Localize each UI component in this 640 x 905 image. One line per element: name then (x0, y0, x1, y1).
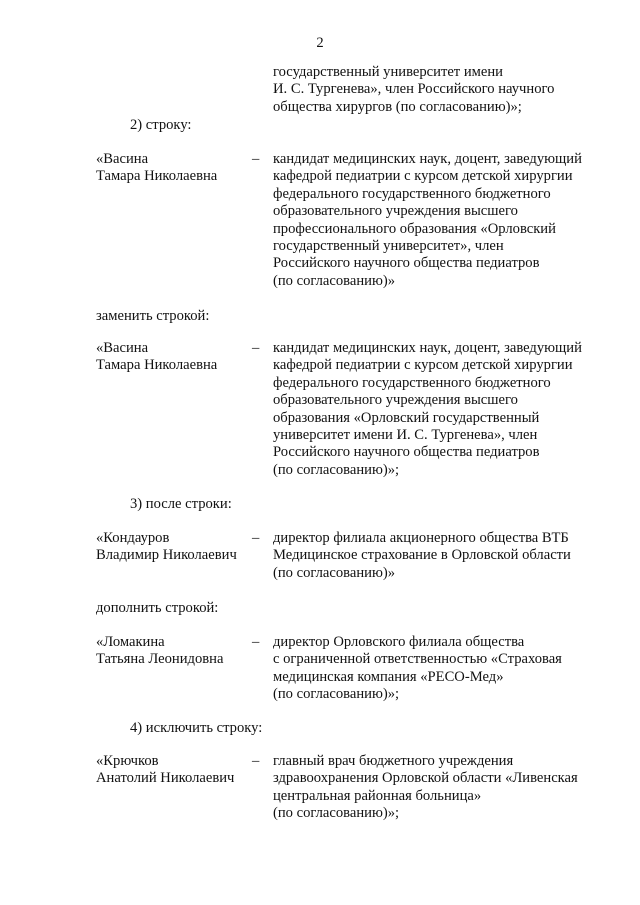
text-line: И. С. Тургенева», член Российского научного (273, 81, 555, 98)
step-3-heading: 3) после строки: (130, 496, 232, 512)
page-number: 2 (316, 35, 324, 51)
person-name (96, 340, 217, 375)
step-4-heading: 4) исключить строку: (130, 720, 263, 736)
desc-line: медицинская компания «РЕСО-Мед» (273, 668, 504, 685)
name-line: Татьяна Леонидовна (96, 651, 224, 668)
continuation-text (273, 64, 613, 116)
name-line: «Васина (96, 340, 149, 356)
desc-line: образования «Орловский государственный (273, 409, 540, 426)
desc-line: кафедрой педиатрии с курсом детской хирургии (273, 168, 573, 185)
dash: – (252, 530, 260, 546)
desc-line: (по согласованию)» (273, 272, 396, 289)
text-line: государственный университет имени (273, 64, 503, 80)
step-2-heading: 2) строку: (130, 117, 192, 133)
desc-line: образовательного учреждения высшего (273, 392, 518, 409)
desc-line: государственный университет», член (273, 238, 504, 255)
desc-line: кафедрой педиатрии с курсом детской хирургии (273, 357, 573, 374)
name-line: «Кондауров (96, 530, 170, 546)
dash: – (252, 753, 260, 769)
desc-line: профессионального образования «Орловский (273, 220, 556, 237)
person-name (96, 634, 223, 669)
desc-line: Российского научного общества педиатров (273, 444, 540, 461)
name-line: Анатолий Николаевич (96, 770, 235, 787)
desc-line: (по согласованию)»; (273, 461, 400, 478)
name-line: Владимир Николаевич (96, 547, 237, 564)
desc-line: федерального государственного бюджетного (273, 374, 551, 391)
replace-phrase: заменить строкой: (96, 308, 210, 324)
name-line: «Васина (96, 151, 149, 167)
person-name (96, 151, 217, 186)
name-line: Тамара Николаевна (96, 357, 218, 374)
name-line: Тамара Николаевна (96, 168, 218, 185)
desc-line: образовательного учреждения высшего (273, 203, 518, 220)
person-description (273, 753, 613, 823)
person-description (273, 634, 613, 704)
desc-line: директор Орловского филиала общества (273, 634, 525, 650)
desc-line: университет имени И. С. Тургенева», член (273, 427, 538, 444)
person-description (273, 151, 613, 290)
desc-line: центральная районная больница» (273, 787, 482, 804)
desc-line: с ограниченной ответственностью «Страховая (273, 651, 562, 668)
desc-line: Российского научного общества педиатров (273, 255, 540, 272)
person-description (273, 340, 613, 479)
dash: – (252, 151, 260, 167)
dash: – (252, 634, 260, 650)
desc-line: здравоохранения Орловской области «Ливенская (273, 770, 578, 787)
desc-line: кандидат медицинских наук, доцент, заведующий (273, 340, 582, 356)
person-name (96, 753, 234, 788)
text-line: общества хирургов (по согласованию)»; (273, 98, 522, 115)
desc-line: кандидат медицинских наук, доцент, заведующий (273, 151, 582, 167)
desc-line: Медицинское страхование в Орловской области (273, 547, 571, 564)
desc-line: (по согласованию)»; (273, 686, 400, 703)
desc-line: федерального государственного бюджетного (273, 185, 551, 202)
desc-line: (по согласованию)» (273, 564, 396, 581)
add-phrase: дополнить строкой: (96, 600, 219, 616)
name-line: «Крючков (96, 753, 159, 769)
desc-line: (по согласованию)»; (273, 805, 400, 822)
name-line: «Ломакина (96, 634, 165, 650)
dash: – (252, 340, 260, 356)
desc-line: директор филиала акционерного общества ВТБ (273, 530, 569, 546)
desc-line: главный врач бюджетного учреждения (273, 753, 514, 769)
person-name (96, 530, 237, 565)
person-description (273, 530, 613, 582)
